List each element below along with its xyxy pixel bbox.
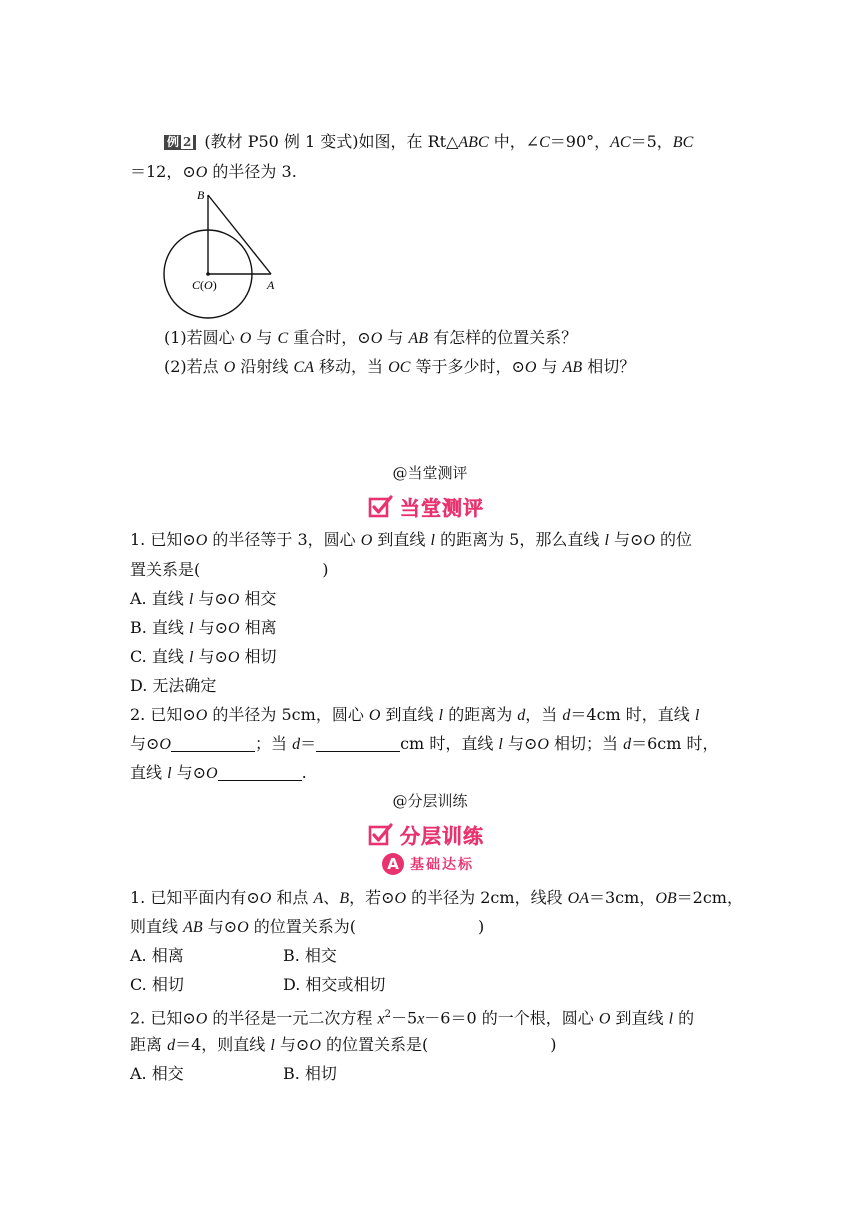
s2-option-c: C. 相切 <box>130 975 184 994</box>
label-a: A <box>267 278 275 292</box>
fill-blank[interactable] <box>218 764 302 781</box>
section-marker-2: @分层训练 <box>392 792 468 810</box>
example-2-line-1: 例 2 (教材 P50 例 1 变式)如图，在 Rt△ABC 中，∠C＝90°，AC＝5，BC <box>164 131 693 154</box>
level-a-icon: A <box>382 853 404 875</box>
s1-option-d: D. 无法确定 <box>130 676 217 695</box>
s1-problem-1-line-2: 置关系是( ) <box>130 560 329 579</box>
s1-problem-1-line-1: 1. 已知⊙O 的半径等于 3，圆心 O 到直线 l 的距离为 5，那么直线 l 与⊙O 的位 <box>130 530 693 549</box>
fill-blank[interactable] <box>316 735 400 752</box>
section-banner-1: 当堂测评 <box>368 492 484 521</box>
example-2-line-2: ＝12，⊙O 的半径为 3. <box>130 162 297 181</box>
example-badge: 例 2 <box>164 135 196 150</box>
checkbox-icon <box>368 494 394 520</box>
s1-problem-2-line-1: 2. 已知⊙O 的半径为 5cm，圆心 O 到直线 l 的距离为 d，当 d＝4cm 时，直线 l <box>130 705 700 724</box>
s2-option-a: A. 相离 <box>130 946 184 965</box>
section-marker-1: @当堂测评 <box>392 464 468 482</box>
example-question-1: (1)若圆心 O 与 C 重合时，⊙O 与 AB 有怎样的位置关系？ <box>164 328 578 347</box>
s2-p2-option-b: B. 相切 <box>283 1064 337 1083</box>
s1-problem-2-line-2: 与⊙O ；当 d＝ cm 时，直线 l 与⊙O 相切；当 d＝6cm 时， <box>130 734 719 753</box>
example-question-2: (2)若点 O 沿射线 CA 移动，当 OC 等于多少时，⊙O 与 AB 相切？ <box>164 357 636 376</box>
s2-problem-1-line-2: 则直线 AB 与⊙O 的位置关系为( ) <box>130 917 485 936</box>
s1-option-a: A. 直线 l 与⊙O 相交 <box>130 589 277 608</box>
segment-ab <box>208 195 271 274</box>
sub-banner-basic: A 基础达标 <box>382 853 474 875</box>
s2-problem-2-line-2: 距离 d＝4，则直线 l 与⊙O 的位置关系是( ) <box>130 1035 557 1054</box>
s2-option-d: D. 相交或相切 <box>283 975 386 994</box>
label-b: B <box>197 188 205 202</box>
s2-p2-option-a: A. 相交 <box>130 1064 184 1083</box>
triangle-circle-figure <box>150 185 290 325</box>
fill-blank[interactable] <box>171 735 255 752</box>
s1-problem-2-line-3: 直线 l 与⊙O . <box>130 763 307 782</box>
s2-option-b: B. 相交 <box>283 946 337 965</box>
section-banner-2: 分层训练 <box>368 820 484 849</box>
checkbox-icon <box>368 822 394 848</box>
label-co: C(O) <box>192 278 217 292</box>
s1-option-b: B. 直线 l 与⊙O 相离 <box>130 618 277 637</box>
s1-option-c: C. 直线 l 与⊙O 相切 <box>130 647 277 666</box>
s2-problem-1-line-1: 1. 已知平面内有⊙O 和点 A、B，若⊙O 的半径为 2cm，线段 OA＝3cm，OB＝2cm， <box>130 888 743 907</box>
s2-problem-2-line-1: 2. 已知⊙O 的半径是一元二次方程 $x^2-5x-6=0$ 的一个根，圆心 O 到直线 l 的 <box>130 1008 695 1028</box>
center-point <box>206 272 210 276</box>
